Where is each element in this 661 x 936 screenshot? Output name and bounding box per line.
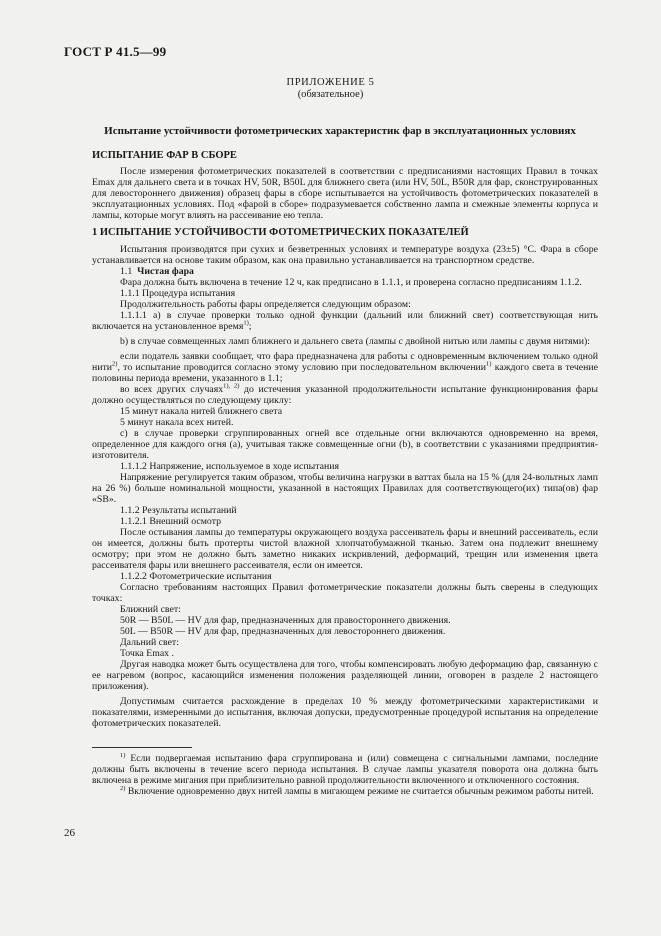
footnote-divider — [92, 747, 192, 748]
paragraph: Продолжительность работы фары определяется следующим образом: — [120, 299, 411, 310]
subheading-1-1-1-2: 1.1.1.2 Напряжение, используемое в ходе испытания — [120, 461, 339, 472]
paragraph: во всех других случаях$^{1), 2)}$ до истечения указанной продолжительности испытание функционирования фары должно осуществляться по следующему циклу: — [92, 382, 598, 406]
list-item-c: с) в случае проверки сгруппированных огней все отдельные огни включаются одновременно на время, определенное для каждого огня (а), учитывая также совмещенные огни (b), в соответствии с указаниями предприятия-изготовителя. — [92, 428, 598, 461]
subheading-1-1-2-1: 1.1.2.1 Внешний осмотр — [120, 516, 221, 527]
low-beam-point: 50L — B50R — HV для фар, предназначенных для левостороннего движения. — [120, 626, 446, 637]
annex-title: ПРИЛОЖЕНИЕ 5 — [286, 77, 375, 88]
section-heading-1: 1 ИСПЫТАНИЕ УСТОЙЧИВОСТИ ФОТОМЕТРИЧЕСКИХ ПОКАЗАТЕЛЕЙ — [92, 227, 469, 238]
section-heading-assembly: ИСПЫТАНИЕ ФАР В СБОРЕ — [92, 150, 237, 161]
low-beam-label: Ближний свет: — [120, 604, 181, 615]
high-beam-point: Точка Emax . — [120, 648, 174, 659]
low-beam-point: 50R — B50L — HV для фар, предназначенных для правостороннего движения. — [120, 615, 451, 626]
high-beam-label: Дальний свет: — [120, 637, 179, 648]
cycle-item: 5 минут накала всех нитей. — [120, 417, 234, 428]
list-item-b: b) в случае совмещенных ламп ближнего и дальнего света (лампы с двойной нитью или лампы с двумя нитями): — [120, 336, 590, 347]
footnote: $^{2)}$ Включение одновременно двух нитей лампы в мигающем режиме не считается обычным режимом работы нитей. — [120, 784, 594, 797]
subheading-text: Чистая фара — [137, 266, 194, 277]
paragraph: После измерения фотометрических показателей в соответствии с предписаниями настоящих Правил в точках Emax для дальнего света и в точках HV, 50R, B50L для ближнего света (или HV, 50L, B50R для фар, сконструированных для левостороннего движения) образец фары в сборе испытывается на устойчивость фотометрических показателей в эксплуатационных условиях. Под «фарой в сборе» подразумевается собственно лампа и смежные элементы корпуса и лампы, которые могут влиять на рассеивание ею тепла. — [92, 166, 598, 221]
subheading-1-1-2: 1.1.2 Результаты испытаний — [120, 505, 237, 516]
subheading-number: 1.1 — [120, 266, 133, 277]
footnote: $^{1)}$ Если подвергаемая испытанию фара сгруппирована и (или) совмещена с сигнальными лампами, последние должны быть включены в течение всего периода испытания. В случае лампы указателя поворота она должна быть включена в режиме мигания при приблизительно равной продолжительности включенного и отключенного состояния. — [92, 751, 598, 786]
subheading-1-1-1: 1.1.1 Процедура испытания — [120, 288, 236, 299]
subheading-1-1 — [92, 266, 598, 277]
paragraph: Другая наводка может быть осуществлена для того, чтобы компенсировать любую деформацию фар, связанную с ее нагревом (вопрос, касающийся изменения положения разделяющей линии, оговорен в разделе 2 настоящего приложения). — [92, 659, 598, 692]
section-assembly-body — [92, 166, 598, 221]
paragraph: Напряжение регулируется таким образом, чтобы величина нагрузки в ваттах была на 15 % (для 24-вольтных ламп на 26 %) больше номинальной мощности, указанной в настоящих Правилах для соответствующего(их) типа(ов) фар «SB». — [92, 472, 598, 505]
footnotes — [92, 753, 598, 797]
paragraph: Согласно требованиям настоящих Правил фотометрические показатели должны быть сверены в следующих точках: — [92, 582, 598, 604]
paragraph: если податель заявки сообщает, что фара предназначена для работы с одновременным включением только одной нити$^{2)}$, то испытание проводится согласно этому условию при последовательном включении$^{1)}$ каждого света в течение половины периода времени, указанного в 1.1; — [92, 351, 598, 384]
document-title: Испытание устойчивости фотометрических характеристик фар в эксплуатационных условиях — [104, 125, 576, 137]
annex-status: (обязательное) — [297, 89, 364, 100]
paragraph: Фара должна быть включена в течение 12 ч, как предписано в 1.1.1, и проверена согласно предписаниям 1.1.2. — [120, 277, 582, 288]
paragraph: Испытания производятся при сухих и безветренных условиях и температуре воздуха (23±5) °С. Фара в сборе устанавливается на основе таким образом, как она правильно устанавливается на транспортном средстве. — [92, 244, 598, 266]
list-item-a: 1.1.1.1 а) в случае проверки только одной функции (дальний или ближний свет) соответствующая нить включается на установленное время$^{1)}$; — [92, 310, 598, 332]
paragraph: После остывания лампы до температуры окружающего воздуха рассеиватель фары и внешний рассеиватель, если он имеется, должны быть протерты чистой влажной хлопчатобумажной тканью. Затем она подлежит внешнему осмотру; при этом не должно быть заметно никаких искривлений, деформаций, трещин или изменения цвета рассеивателя фары или внешнего рассеивателя, если он имеется. — [92, 527, 598, 571]
document-code: ГОСТ Р 41.5—99 — [64, 44, 167, 59]
subheading-1-1-2-2: 1.1.2.2 Фотометрические испытания — [120, 571, 272, 582]
section-1-body — [92, 244, 598, 729]
cycle-item: 15 минут накала нитей ближнего света — [120, 406, 283, 417]
page-number: 26 — [64, 827, 75, 839]
paragraph: Допустимым считается расхождение в пределах 10 % между фотометрическими характеристиками и показателями, измеренными до испытания, включая допуски, предусмотренные процедурой испытания на определение фотометрических показателей. — [92, 696, 598, 729]
